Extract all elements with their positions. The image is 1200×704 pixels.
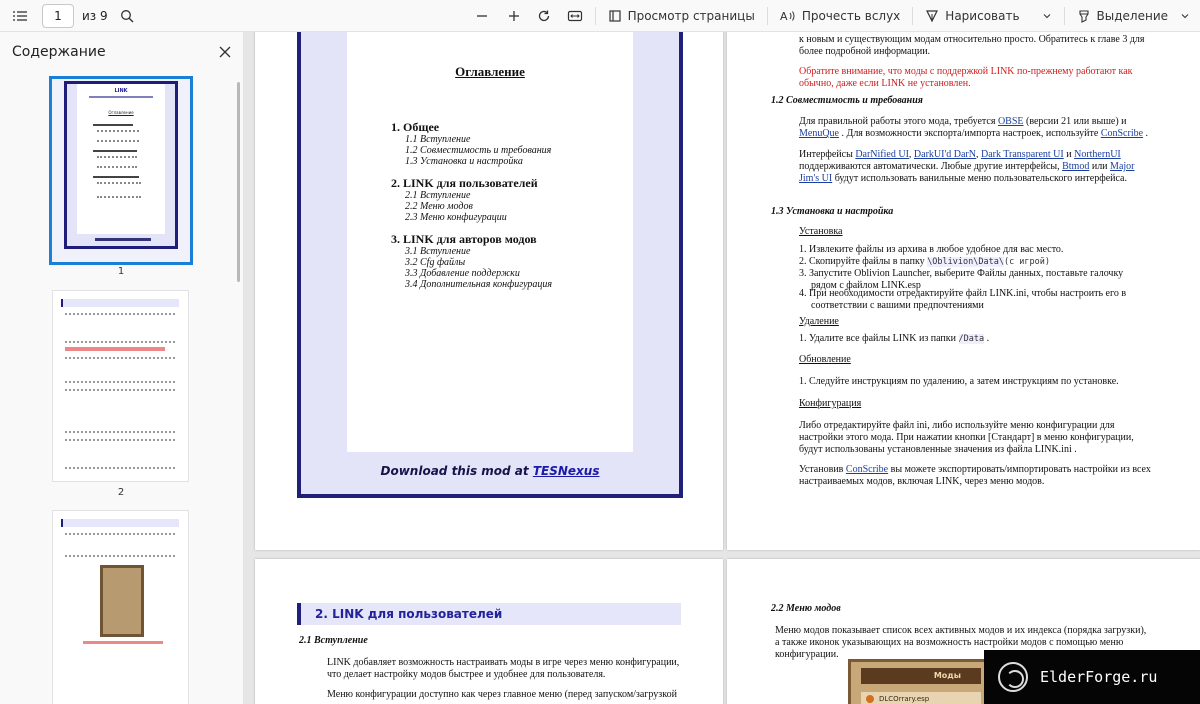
body-text: настраиваемых модов, включая LINK, через меню модов.: [799, 476, 1045, 487]
body-line: MenuQue . Для возможности экспорта/импорта настроек, используйте ConScribe .: [799, 128, 1149, 139]
zoom-out-button[interactable]: [469, 3, 495, 29]
step-text: 3. Запустите Oblivion Launcher, выберите Файлы данных, поставьте галочку: [799, 268, 1124, 279]
toc-item[interactable]: 2.2 Меню модов: [405, 201, 473, 212]
step-text: 1. Извлеките файлы из архива в любое удобное для вас место.: [799, 244, 1064, 255]
download-link[interactable]: TESNexus: [532, 464, 600, 478]
obse-link[interactable]: OBSE: [997, 116, 1024, 127]
fit-width-button[interactable]: [561, 3, 589, 29]
watermark-text: ElderForge.ru: [1040, 668, 1158, 686]
page-thumbnail-2[interactable]: [52, 290, 189, 482]
toc-section[interactable]: 1. Общее: [391, 120, 440, 134]
plus-icon: [507, 9, 521, 23]
text: будут использовать ванильные меню пользовательского интерфейса.: [834, 173, 1127, 184]
text: 2. Скопируйте файлы в папку: [799, 256, 925, 267]
search-icon: [120, 9, 134, 23]
body-text: будут использованы установленные значения из файла LINK.ini .: [799, 444, 1077, 455]
thumbnail-preview: LINK Оглавление: [64, 81, 178, 249]
text: или: [1091, 161, 1108, 172]
toolbar-divider: [1064, 7, 1065, 25]
toolbar-divider: [912, 7, 913, 25]
toc-section[interactable]: 2. LINK для пользователей: [391, 176, 538, 190]
highlight-options-button[interactable]: [1174, 3, 1196, 29]
step-text: 1. Следуйте инструкциям по удалению, а затем инструкциям по установке.: [799, 376, 1119, 387]
body-line: [799, 464, 1151, 475]
body-line: Интерфейсы DarNified UI, DarkUI'd DarN, Dark Transparent UI и NorthernUI: [799, 149, 1121, 160]
download-text: Download this mod at: [380, 464, 529, 478]
thumbnail-number: 2: [117, 487, 125, 498]
toc-item[interactable]: 3.4 Дополнительная конфигурация: [405, 279, 553, 290]
page-3: [255, 559, 723, 704]
toolbar-divider: [767, 7, 768, 25]
subheading: Установка: [799, 226, 843, 237]
site-watermark: [984, 650, 1200, 704]
read-aloud-icon: [780, 9, 796, 23]
text: Установив: [799, 464, 844, 475]
warning-text: обычно, даже если LINK не установлен.: [799, 78, 971, 89]
chapter-heading: 2. LINK для пользователей: [297, 603, 681, 625]
page-2: [727, 32, 1200, 550]
body-text: а также иконок указывающих на возможность настройки модов с помощью меню: [775, 637, 1124, 648]
toolbar-divider: [595, 7, 596, 25]
ui-link[interactable]: DarkUI'd DarN: [913, 149, 976, 160]
page-view-icon: [608, 9, 622, 23]
section-heading: 2.2 Меню модов: [771, 603, 841, 614]
ui-link[interactable]: Btmod: [1062, 161, 1090, 172]
close-icon: [219, 46, 231, 58]
ui-link[interactable]: Jim's UI: [799, 173, 833, 184]
body-text: более подробной информации.: [799, 46, 931, 57]
subheading: Конфигурация: [799, 398, 862, 409]
page-thumbnail-3[interactable]: [52, 510, 189, 704]
body-text: конфигурации.: [775, 649, 839, 660]
body-text: к новым и существующим модам относительно просто. Обратитесь к главе 3 для: [799, 34, 1145, 45]
toc-item[interactable]: 3.3 Добавление поддержки: [405, 268, 520, 279]
body-line: 1. Удалите все файлы LINK из папки /Data .: [799, 333, 990, 344]
step-text: 4. При необходимости отредактируйте файл LINK.ini, чтобы настроить его в: [799, 288, 1127, 299]
text: . Для возможности экспорта/импорта настроек, используйте: [841, 128, 1099, 139]
path-text: \Oblivion\Data\: [927, 257, 1004, 267]
rotate-icon: [537, 9, 551, 23]
page-thumbnail-1[interactable]: [49, 76, 193, 265]
body-text: настройки этого мода. При нажатии кнопки [Стандарт] в меню конфигурации,: [799, 432, 1134, 443]
contents-sidebar: [0, 32, 244, 704]
body-line: [799, 161, 1135, 172]
download-line: [301, 464, 679, 478]
draw-options-button[interactable]: [1036, 3, 1058, 29]
dragon-logo-icon: [998, 662, 1028, 692]
page-total: из 9: [82, 8, 108, 23]
pen-icon: [925, 9, 939, 23]
mod-name: DLCOrrary.esp: [879, 695, 930, 703]
minus-icon: [475, 9, 489, 23]
chevron-down-icon: [1180, 11, 1190, 21]
text: поддерживаются автоматически. Любые другие интерфейсы,: [799, 161, 1060, 172]
toolbar: [0, 0, 1200, 32]
toc-title: Оглавление: [455, 64, 525, 79]
toc-item[interactable]: 1.1 Вступление: [405, 134, 471, 145]
sidebar-header: [0, 32, 243, 72]
highlight-button[interactable]: [1071, 3, 1174, 29]
warning-text: Обратите внимание, что моды с поддержкой LINK по-прежнему работают как: [799, 66, 1133, 77]
toc-item[interactable]: 2.1 Вступление: [405, 190, 471, 201]
text: 1. Удалите все файлы LINK из папки: [799, 333, 956, 344]
draw-label: Нарисовать: [945, 8, 1020, 23]
section-heading: 2.1 Вступление: [299, 635, 368, 646]
conscribe-link[interactable]: ConScribe: [845, 464, 889, 475]
page-view-button[interactable]: [602, 3, 761, 29]
subheading: Обновление: [799, 354, 851, 365]
chevron-down-icon: [1042, 11, 1052, 21]
close-sidebar-button[interactable]: [219, 46, 231, 58]
text: и: [1066, 149, 1072, 160]
step-text: рядом с файлом LINK.esp: [811, 280, 921, 291]
toc-item[interactable]: 2.3 Меню конфигурации: [405, 212, 507, 223]
mod-menu-screenshot: [848, 659, 988, 704]
mod-status-icon: [866, 695, 874, 703]
path-hint: (с игрой): [1003, 257, 1051, 267]
text: Для правильной работы этого мода, требуется: [799, 116, 996, 127]
path-text: /Data: [958, 334, 985, 344]
draw-button[interactable]: [919, 3, 1025, 29]
section-heading: 1.2 Совместимость и требования: [771, 95, 923, 106]
subheading: Удаление: [799, 316, 839, 327]
text: (версии 21 или выше) и: [1026, 116, 1127, 127]
body-text: Либо отредактируйте файл ini, либо используйте меню конфигурации для: [799, 420, 1115, 431]
ui-link[interactable]: Major: [1110, 161, 1135, 172]
text: Интерфейсы: [799, 149, 853, 160]
contents-toggle-button[interactable]: [6, 3, 34, 29]
highlighter-icon: [1077, 9, 1091, 23]
conscribe-link[interactable]: ConScribe: [1100, 128, 1144, 139]
toc-panel: [347, 32, 633, 452]
step-text: соответствии с вашими предпочтениями: [811, 300, 984, 311]
body-text: Меню конфигурации доступно как через главное меню (перед запуском/загрузкой: [327, 689, 677, 700]
highlight-label: Выделение: [1096, 8, 1168, 23]
read-aloud-button[interactable]: [774, 3, 906, 29]
zoom-in-button[interactable]: [501, 3, 527, 29]
text: вы можете экспортировать/импортировать настройки из всех: [890, 464, 1151, 475]
body-text: Меню модов показывает список всех активных модов и их индекса (порядка загрузки),: [775, 625, 1147, 636]
page-number-input[interactable]: 1: [42, 4, 74, 28]
page-view-label: Просмотр страницы: [627, 8, 755, 23]
toc-item[interactable]: 3.2 Cfg файлы: [405, 257, 466, 268]
read-aloud-label: Прочесть вслух: [801, 8, 901, 23]
svg-text:A: A: [779, 9, 788, 23]
body-line: [799, 256, 1050, 268]
document-viewer: [244, 32, 1200, 704]
mod-menu-item: [861, 692, 981, 704]
list-icon: [12, 9, 28, 23]
body-text: LINK добавляет возможность настраивать моды в игре через меню конфигурации,: [327, 657, 680, 668]
toc-item[interactable]: 1.3 Установка и настройка: [405, 156, 523, 167]
ui-link[interactable]: NorthernUI: [1074, 149, 1121, 160]
body-line: [799, 116, 1127, 127]
page-1: [255, 32, 723, 550]
toc-section[interactable]: 3. LINK для авторов модов: [391, 232, 537, 246]
ui-link[interactable]: Dark Transparent UI: [980, 149, 1064, 160]
fit-width-icon: [567, 9, 583, 23]
toc-item[interactable]: 3.1 Вступление: [405, 246, 471, 257]
section-heading: 1.3 Установка и настройка: [771, 206, 894, 217]
cover-frame: [297, 32, 683, 498]
thumbnail-number: 1: [117, 266, 125, 277]
menuque-link[interactable]: MenuQue: [799, 128, 839, 139]
sidebar-scrollbar[interactable]: [237, 82, 240, 282]
mod-menu-title: Моды: [861, 668, 981, 684]
ui-link[interactable]: DarNified UI: [855, 149, 909, 160]
body-line: [799, 173, 1127, 184]
sidebar-title: Содержание: [12, 44, 106, 60]
toc-item[interactable]: 1.2 Совместимость и требования: [405, 145, 552, 156]
rotate-button[interactable]: [531, 3, 557, 29]
search-button[interactable]: [114, 3, 140, 29]
body-text: что делает настройку модов быстрее и удобнее для пользователя.: [327, 669, 606, 680]
